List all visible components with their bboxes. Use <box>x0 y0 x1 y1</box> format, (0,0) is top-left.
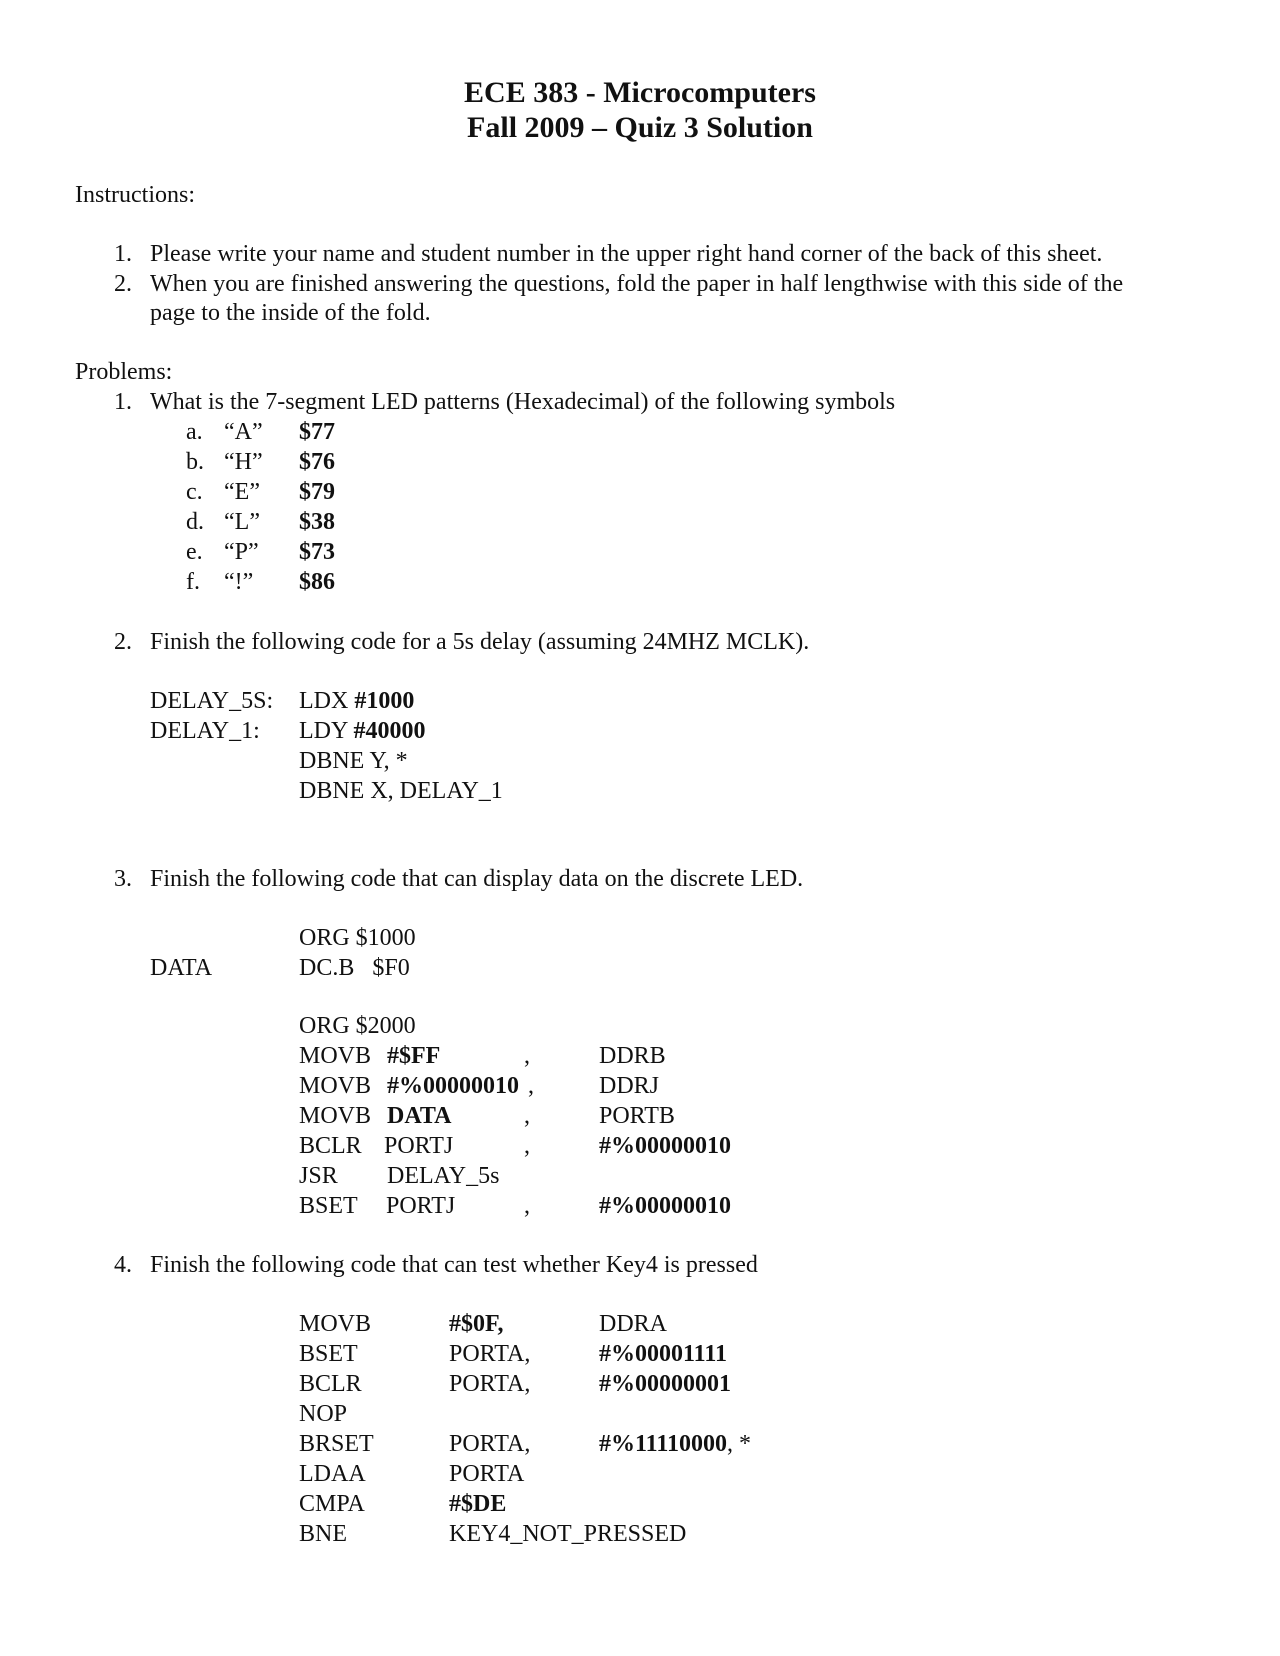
code-operand: DATA <box>387 1103 452 1129</box>
code-target: PORTB <box>599 1103 675 1129</box>
code-opcode: BCLR <box>299 1371 362 1397</box>
code-label: DATA <box>150 955 213 981</box>
code-operand: #$DE <box>449 1491 507 1517</box>
list-item-answer: $77 <box>299 419 335 445</box>
code-operand: PORTA, <box>449 1431 531 1457</box>
code-line: ORG $2000 <box>299 1013 416 1039</box>
list-item-letter: c. <box>186 479 203 505</box>
code-opcode: CMPA <box>299 1491 365 1517</box>
code-opcode: BSET <box>299 1193 358 1219</box>
list-item-answer: $86 <box>299 569 335 595</box>
instruction-2-text-continued: page to the inside of the fold. <box>150 300 431 326</box>
code-target: DDRB <box>599 1043 666 1069</box>
code-line: DC.B $F0 <box>299 955 410 981</box>
code-opcode: BRSET <box>299 1431 374 1457</box>
code-opcode: MOVB <box>299 1311 372 1337</box>
code-operand: KEY4_NOT_PRESSED <box>449 1521 687 1547</box>
code-comma: , <box>524 1193 530 1219</box>
code-comma: , <box>524 1103 530 1129</box>
code-opcode: MOVB <box>299 1043 372 1069</box>
list-item-letter: d. <box>186 509 204 535</box>
code-line: ORG $1000 <box>299 925 416 951</box>
problem-4-text: Finish the following code that can test whether Key4 is pressed <box>150 1252 758 1278</box>
code-operand: DELAY_5s <box>387 1163 500 1189</box>
code-target: DDRJ <box>599 1073 660 1099</box>
code-operand: #40000 <box>353 718 426 744</box>
code-line: DBNE Y, * <box>299 748 408 774</box>
problem-2-text: Finish the following code for a 5s delay (assuming 24MHZ MCLK). <box>150 629 810 655</box>
code-suffix: , * <box>727 1431 752 1457</box>
code-comma: , <box>528 1073 534 1099</box>
code-opcode: BCLR <box>299 1133 362 1159</box>
instruction-1-text: Please write your name and student number in the upper right hand corner of the back of this sheet. <box>150 241 1103 267</box>
code-target: #%00000001 <box>599 1371 731 1397</box>
problem-1-text: What is the 7-segment LED patterns (Hexadecimal) of the following symbols <box>150 389 896 415</box>
list-item-answer: $73 <box>299 539 335 565</box>
problems-heading: Problems: <box>75 359 173 385</box>
code-comma: , <box>524 1043 530 1069</box>
list-item-symbol: “P” <box>224 539 259 565</box>
code-operand: PORTA, <box>449 1341 531 1367</box>
list-item-letter: a. <box>186 419 203 445</box>
code-instruction: LDY <box>299 718 354 744</box>
problem-3-text: Finish the following code that can display data on the discrete LED. <box>150 866 804 892</box>
instructions-heading: Instructions: <box>75 182 195 208</box>
code-opcode: NOP <box>299 1401 348 1427</box>
title-line-2: Fall 2009 – Quiz 3 Solution <box>467 111 813 144</box>
code-opcode: MOVB <box>299 1073 372 1099</box>
instruction-2-number: 2. <box>114 271 132 297</box>
code-target: #%00000010 <box>599 1133 731 1159</box>
problem-4-number: 4. <box>114 1252 132 1278</box>
code-line <box>299 689 414 713</box>
code-opcode: JSR <box>299 1163 338 1189</box>
code-operand: PORTJ <box>384 1133 454 1159</box>
code-opcode: MOVB <box>299 1103 372 1129</box>
code-opcode: LDAA <box>299 1461 366 1487</box>
list-item-letter: f. <box>186 569 200 595</box>
code-operand: #$0F, <box>449 1311 504 1337</box>
title-line-1: ECE 383 - Microcomputers <box>464 76 816 109</box>
code-line: DBNE X, DELAY_1 <box>299 778 503 804</box>
code-target: #%00000010 <box>599 1193 731 1219</box>
problem-2-number: 2. <box>114 629 132 655</box>
code-operand: #1000 <box>354 688 415 714</box>
code-target: #%00001111 <box>599 1341 728 1367</box>
list-item-symbol: “H” <box>224 449 263 475</box>
list-item-symbol: “L” <box>224 509 260 535</box>
code-opcode: BNE <box>299 1521 347 1547</box>
list-item-answer: $79 <box>299 479 335 505</box>
list-item-symbol: “!” <box>224 569 254 595</box>
list-item-symbol: “E” <box>224 479 260 505</box>
code-mask: #%11110000 <box>599 1431 728 1457</box>
code-target <box>599 1432 751 1456</box>
list-item-letter: e. <box>186 539 203 565</box>
instruction-2-text: When you are finished answering the questions, fold the paper in half lengthwise with this side of the <box>150 271 1124 297</box>
code-operand: #%00000010 <box>387 1073 519 1099</box>
code-comma: , <box>524 1133 530 1159</box>
code-opcode: BSET <box>299 1341 358 1367</box>
code-operand: PORTA <box>449 1461 525 1487</box>
code-operand: PORTA, <box>449 1371 531 1397</box>
code-operand: #$FF <box>387 1043 441 1069</box>
instruction-1-number: 1. <box>114 241 132 267</box>
code-label: DELAY_5S: <box>150 688 274 714</box>
code-label: DELAY_1: <box>150 718 260 744</box>
code-target: DDRA <box>599 1311 668 1337</box>
list-item-answer: $76 <box>299 449 335 475</box>
list-item-symbol: “A” <box>224 419 263 445</box>
code-line <box>299 719 425 743</box>
problem-1-number: 1. <box>114 389 132 415</box>
list-item-answer: $38 <box>299 509 335 535</box>
list-item-letter: b. <box>186 449 204 475</box>
problem-3-number: 3. <box>114 866 132 892</box>
code-operand: PORTJ <box>386 1193 456 1219</box>
code-instruction: LDX <box>299 688 355 714</box>
